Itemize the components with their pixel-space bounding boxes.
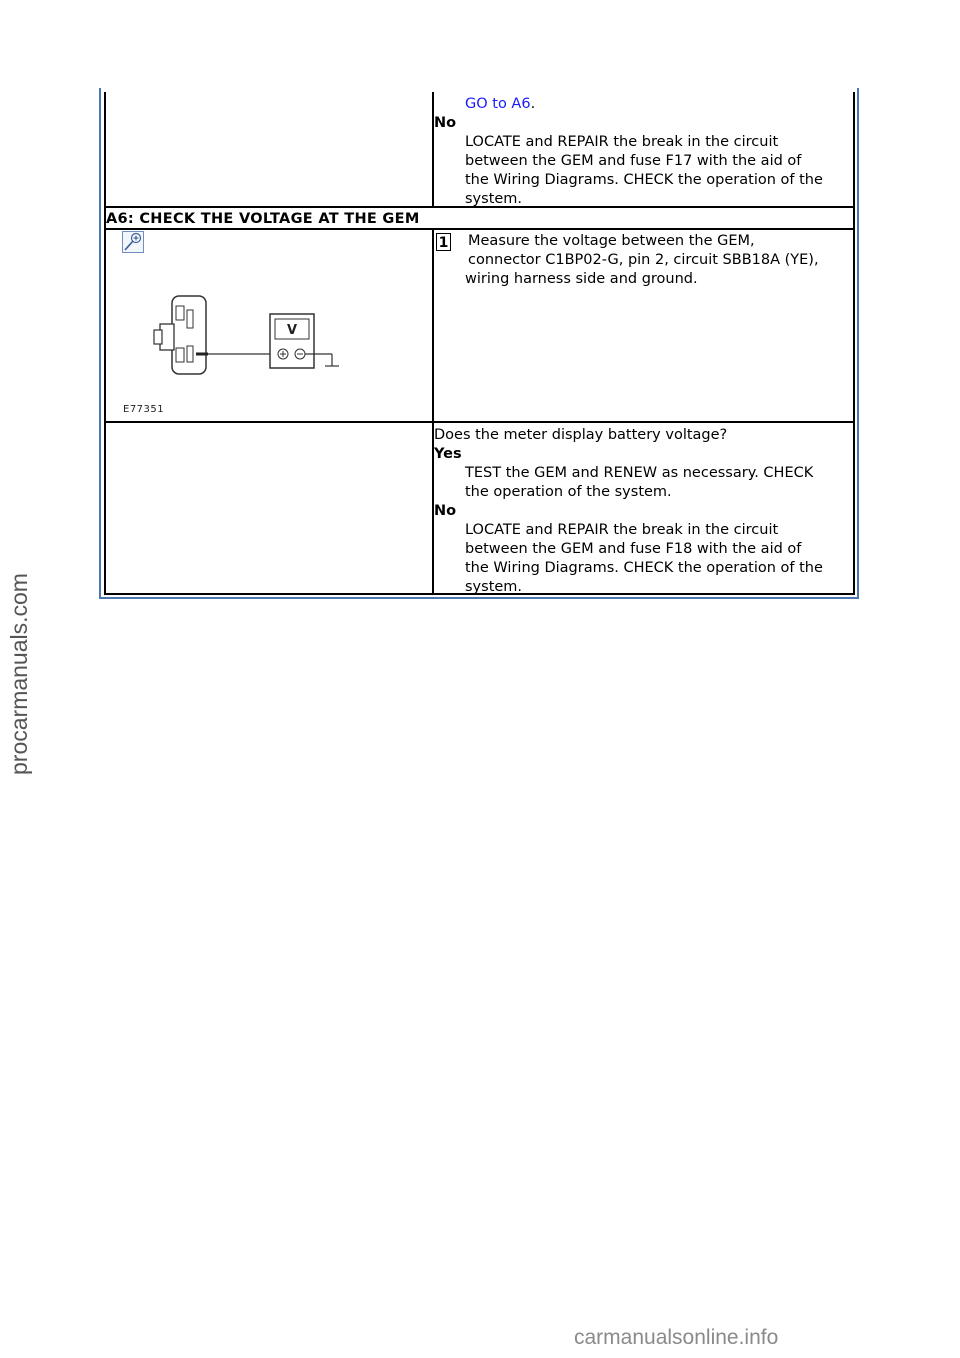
figure-label: E77351 — [123, 404, 165, 415]
table-left-border — [104, 92, 106, 595]
bottom-watermark: carmanualsonline.info — [574, 1326, 779, 1349]
no-line-3: the Wiring Diagrams. CHECK the operation of the — [465, 560, 823, 576]
question-text: Does the meter display battery voltage? — [434, 427, 728, 443]
yes-line-1: TEST the GEM and RENEW as necessary. CHECK — [465, 465, 814, 481]
side-watermark: procarmanuals.com — [6, 573, 32, 775]
continuation-no-line-3: the Wiring Diagrams. CHECK the operation of the — [465, 172, 823, 188]
column-divider-mid — [432, 228, 434, 595]
link-suffix: . — [530, 96, 536, 112]
row-divider-3 — [104, 421, 855, 423]
step-line-3: wiring harness side and ground. — [465, 271, 698, 287]
meter-symbol: V — [286, 323, 298, 338]
continuation-link-line — [465, 95, 535, 114]
voltage-test-diagram — [112, 270, 362, 420]
table-right-border — [853, 92, 855, 595]
section-title: A6: CHECK THE VOLTAGE AT THE GEM — [106, 211, 420, 227]
continuation-no-label: No — [434, 115, 457, 131]
step-line-1: Measure the voltage between the GEM, — [468, 233, 755, 249]
no-line-4: system. — [465, 579, 523, 595]
continuation-no-line-4: system. — [465, 191, 523, 207]
no-line-2: between the GEM and fuse F18 with the aid of — [465, 541, 802, 557]
go-to-a6-link[interactable]: GO to A6 — [465, 96, 531, 112]
column-divider-top — [432, 92, 434, 208]
yes-label: Yes — [434, 446, 462, 462]
continuation-no-line-2: between the GEM and fuse F17 with the aid of — [465, 153, 802, 169]
step-number-badge: 1 — [436, 233, 451, 251]
no-line-1: LOCATE and REPAIR the break in the circuit — [465, 522, 779, 538]
yes-line-2: the operation of the system. — [465, 484, 672, 500]
zoom-in-icon[interactable] — [122, 231, 144, 253]
no-label: No — [434, 503, 457, 519]
step-line-2: connector C1BP02-G, pin 2, circuit SBB18A (YE), — [468, 252, 819, 268]
continuation-no-line-1: LOCATE and REPAIR the break in the circuit — [465, 134, 779, 150]
